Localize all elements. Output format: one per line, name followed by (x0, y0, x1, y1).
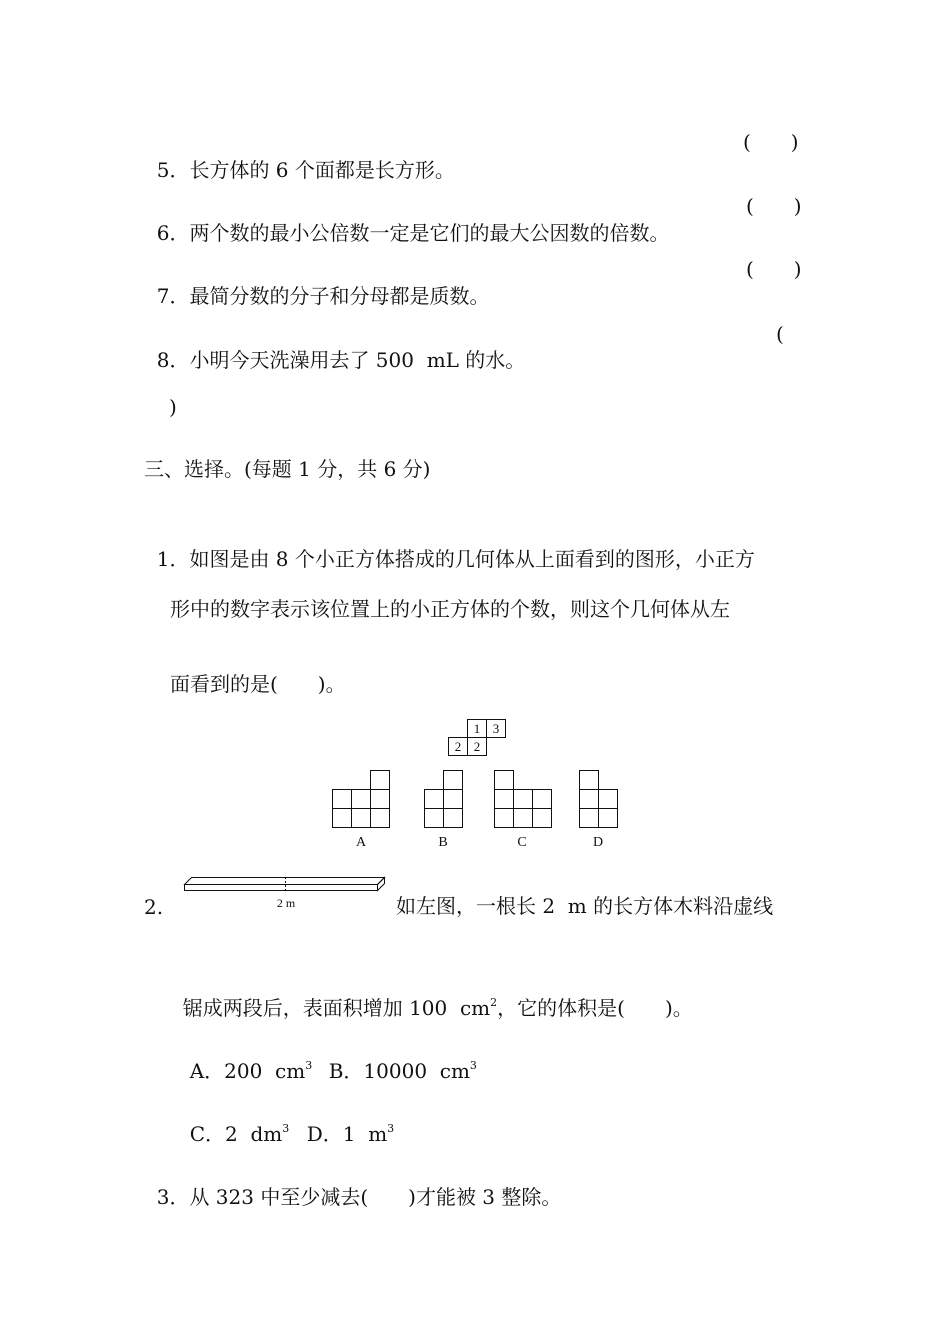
top-view-cell-number: 3 (492, 721, 500, 736)
wood-bar-figure (180, 872, 390, 914)
option-c-label: C (517, 835, 527, 850)
choice-question-2-number: 2. (144, 895, 164, 919)
option-c-text: C．2 dm (189, 1122, 283, 1146)
question-5 (144, 128, 455, 184)
question-number: 3． (156, 1185, 190, 1209)
question-text: 锯成两段后，表面积增加 100 cm (182, 996, 491, 1020)
question-text: 长方体的 6 个面都是长方形。 (189, 158, 455, 182)
option-d-figure (580, 771, 618, 828)
question-8 (144, 318, 525, 374)
question-text: 小明今天洗澡用去了 500 mL 的水。 (189, 348, 526, 372)
option-figures (325, 764, 630, 854)
question-number: 8． (156, 348, 190, 372)
option-a-figure (333, 771, 390, 828)
section-title: 三、选择。(每题 1 分，共 6 分) (144, 457, 431, 481)
question-number: 5． (156, 158, 190, 182)
choice-question-2-line1: 如左图，一根长 2 m 的长方体木料沿虚线 (396, 894, 774, 918)
question-text: 从 323 中至少减去( )才能被 3 整除。 (189, 1185, 562, 1209)
top-view-cell-number: 1 (473, 721, 481, 736)
option-b (316, 1029, 477, 1085)
length-label: 2 m (276, 896, 296, 910)
answer-blank: ( ) (746, 257, 802, 281)
question-text: ，它的体积是( )。 (497, 996, 693, 1020)
superscript: 3 (469, 1059, 477, 1072)
question-text: 如图是由 8 个小正方体搭成的几何体从上面看到的图形，小正方 (189, 547, 755, 571)
answer-blank-open: ( (776, 322, 784, 346)
option-d-text: D．1 m (306, 1122, 388, 1146)
choice-question-3 (144, 1155, 561, 1211)
option-b-text: B．10000 cm (328, 1059, 470, 1083)
option-a (177, 1029, 312, 1085)
choice-question-1-line2: 形中的数字表示该位置上的小正方体的个数，则这个几何体从左 (170, 597, 730, 621)
answer-blank: ( ) (746, 194, 802, 218)
top-view-figure (440, 716, 520, 762)
question-number: 1． (156, 547, 190, 571)
option-c (177, 1092, 289, 1148)
answer-blank: ( ) (743, 130, 799, 154)
option-a-text: A．200 cm (189, 1059, 306, 1083)
question-7 (144, 254, 489, 310)
choice-question-1-line1 (144, 517, 755, 573)
question-text: 两个数的最小公倍数一定是它们的最大公因数的倍数。 (189, 221, 670, 245)
option-b-label: B (438, 835, 448, 850)
question-6 (144, 191, 669, 247)
superscript: 3 (305, 1059, 313, 1072)
option-a-label: A (355, 835, 367, 850)
top-view-cell-number: 2 (473, 739, 481, 754)
option-d (294, 1092, 394, 1148)
option-c-figure (495, 771, 552, 828)
question-text: 最简分数的分子和分母都是质数。 (189, 284, 490, 308)
option-b-figure (425, 771, 463, 828)
question-number: 6． (156, 221, 190, 245)
top-view-cell-number: 2 (454, 739, 462, 754)
superscript: 3 (282, 1122, 290, 1135)
option-d-label: D (592, 835, 604, 850)
choice-question-1-line3: 面看到的是( )。 (170, 672, 346, 696)
question-number: 7． (156, 284, 190, 308)
answer-blank-close: ) (169, 395, 177, 419)
choice-question-2-line2 (170, 966, 693, 1022)
superscript: 2 (490, 996, 498, 1009)
superscript: 3 (387, 1122, 395, 1135)
